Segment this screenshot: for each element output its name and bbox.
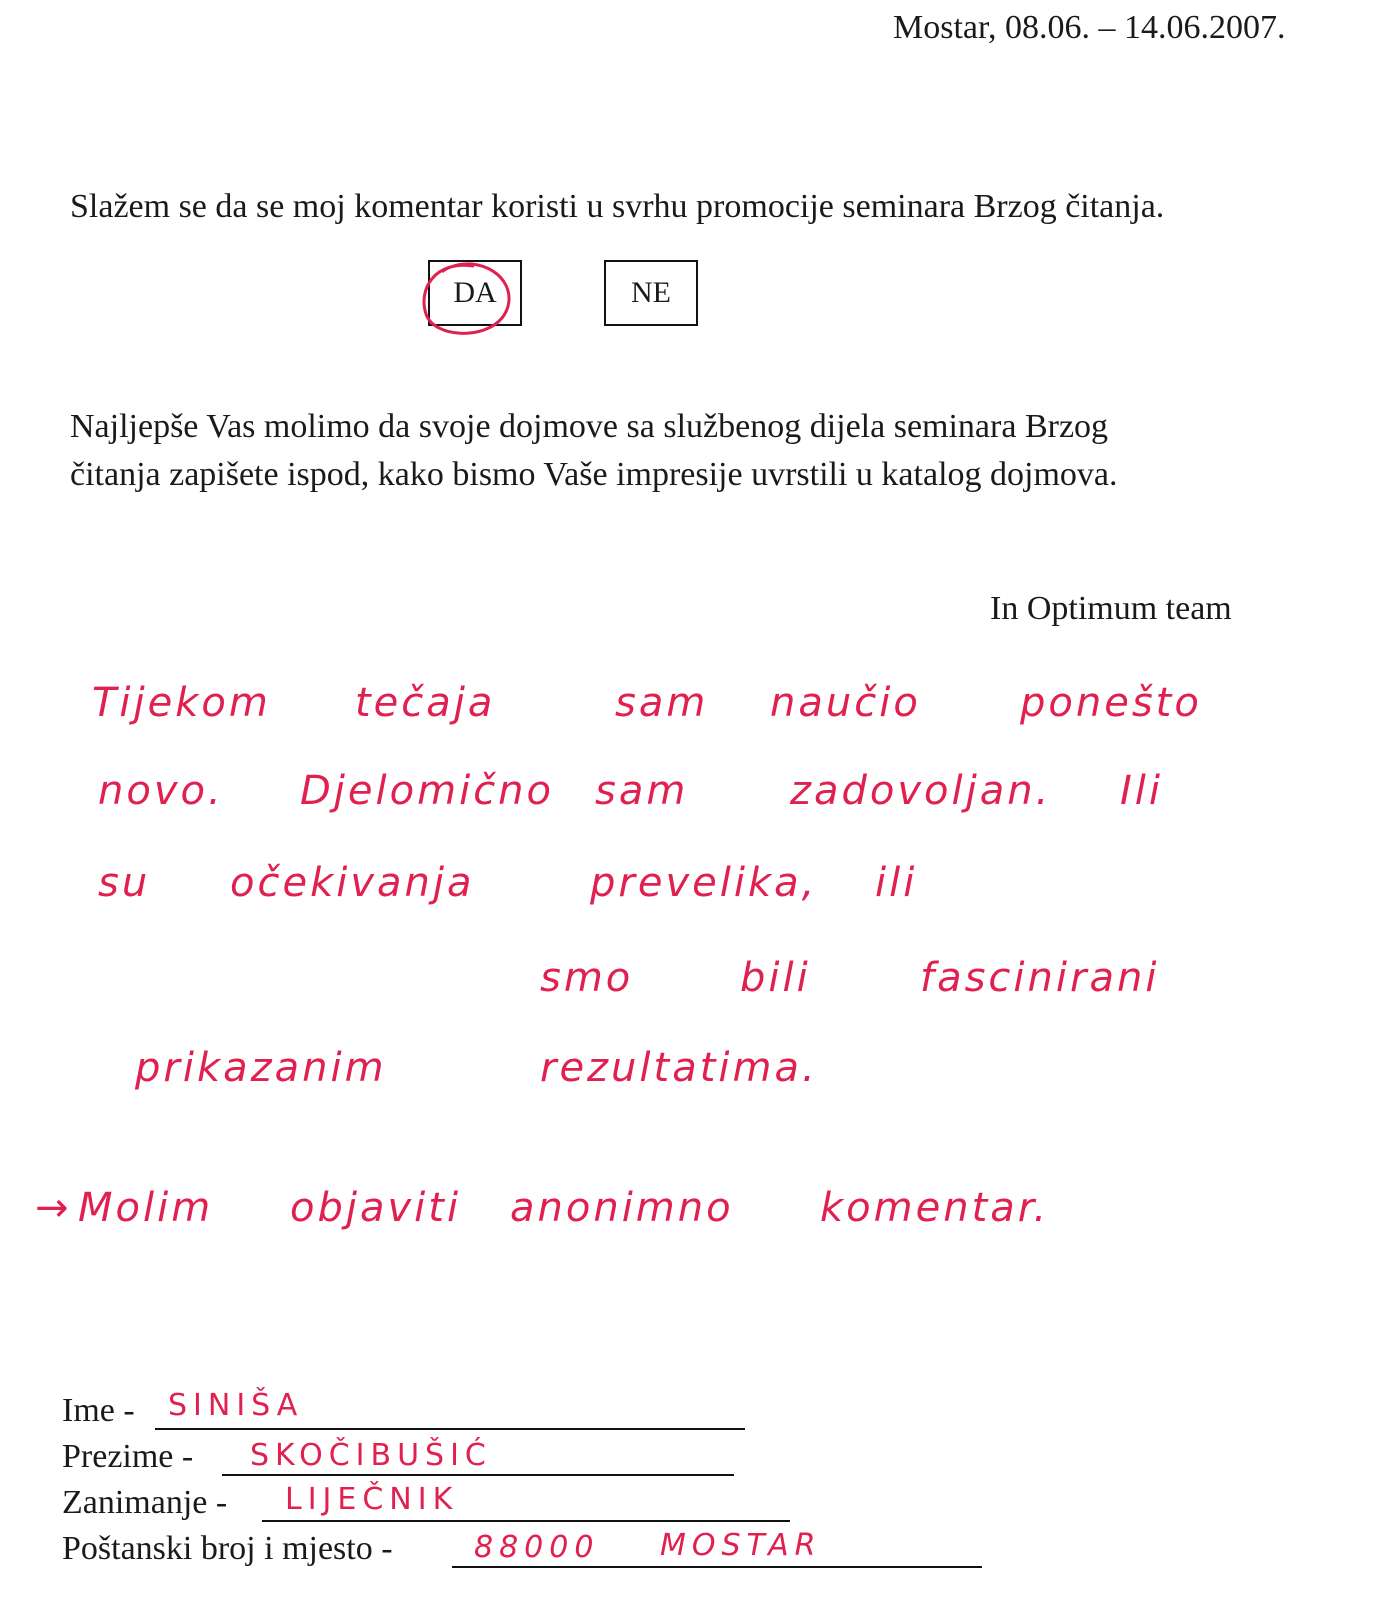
- hw-word: objaviti: [290, 1185, 462, 1231]
- team-signature: In Optimum team: [990, 590, 1232, 627]
- hw-word: novo.: [98, 768, 224, 814]
- hw-word: bili: [740, 955, 811, 1001]
- hw-word: očekivanja: [230, 860, 475, 906]
- request-line-2: čitanja zapišete ispod, kako bismo Vaše impresije uvrstili u katalog dojmova.: [70, 456, 1118, 494]
- consent-text: Slažem se da se moj komentar koristi u svrhu promocije seminara Brzog čitanja.: [70, 188, 1165, 225]
- hw-word: sam: [595, 768, 689, 814]
- hw-word: naučio: [770, 680, 921, 726]
- no-label: NE: [631, 276, 671, 309]
- hw-word: su: [98, 860, 151, 906]
- hw-word: anonimno: [510, 1185, 734, 1231]
- request-line-1: Najljepše Vas molimo da svoje dojmove sa službenog dijela seminara Brzog: [70, 408, 1109, 445]
- selection-circle-mark: [414, 260, 524, 340]
- hw-word: Molim: [78, 1185, 214, 1231]
- hw-word: ponešto: [1020, 680, 1202, 726]
- hw-crossed-out-word: [375, 955, 475, 1001]
- hw-word: komentar.: [820, 1185, 1050, 1231]
- postal-city-value: MOSTAR: [660, 1528, 822, 1563]
- hw-word: Tijekom: [92, 680, 271, 726]
- hw-crossed-out-word: [1050, 860, 1180, 906]
- hw-crossed-out-word: [95, 955, 135, 1001]
- hw-word: prevelika,: [590, 860, 818, 906]
- surname-label: Prezime -: [62, 1438, 194, 1475]
- hw-word: Ili: [1120, 768, 1164, 814]
- no-box[interactable]: [604, 260, 698, 326]
- hw-word: ili: [875, 860, 918, 906]
- hw-word: Djelomično: [300, 768, 555, 814]
- postal-label: Poštanski broj i mjesto -: [62, 1530, 393, 1567]
- request-text: [70, 403, 1118, 500]
- hw-word: sam: [615, 680, 709, 726]
- name-line[interactable]: [155, 1428, 745, 1430]
- yes-label: DA: [453, 276, 497, 309]
- hw-word: rezultatima.: [540, 1045, 818, 1091]
- postal-code-value: 88000: [474, 1530, 600, 1565]
- surname-value: SKOČIBUŠIĆ: [250, 1438, 492, 1473]
- hw-word: smo: [540, 955, 634, 1001]
- hw-arrow: →: [35, 1185, 72, 1231]
- occupation-value: LIJEČNIK: [285, 1482, 459, 1517]
- name-label: Ime -: [62, 1392, 135, 1429]
- hw-word: zadovoljan.: [790, 768, 1052, 814]
- surname-line[interactable]: [222, 1474, 734, 1476]
- occupation-label: Zanimanje -: [62, 1484, 228, 1521]
- place-date: Mostar, 08.06. – 14.06.2007.: [893, 9, 1286, 46]
- occupation-line[interactable]: [262, 1520, 790, 1522]
- name-value: SINIŠA: [168, 1388, 304, 1423]
- hw-word: tečaja: [355, 680, 496, 726]
- hw-word: fascinirani: [920, 955, 1160, 1001]
- hw-word: prikazanim: [135, 1045, 387, 1091]
- hw-crossed-out-word: [140, 955, 310, 1001]
- postal-line[interactable]: [452, 1566, 982, 1568]
